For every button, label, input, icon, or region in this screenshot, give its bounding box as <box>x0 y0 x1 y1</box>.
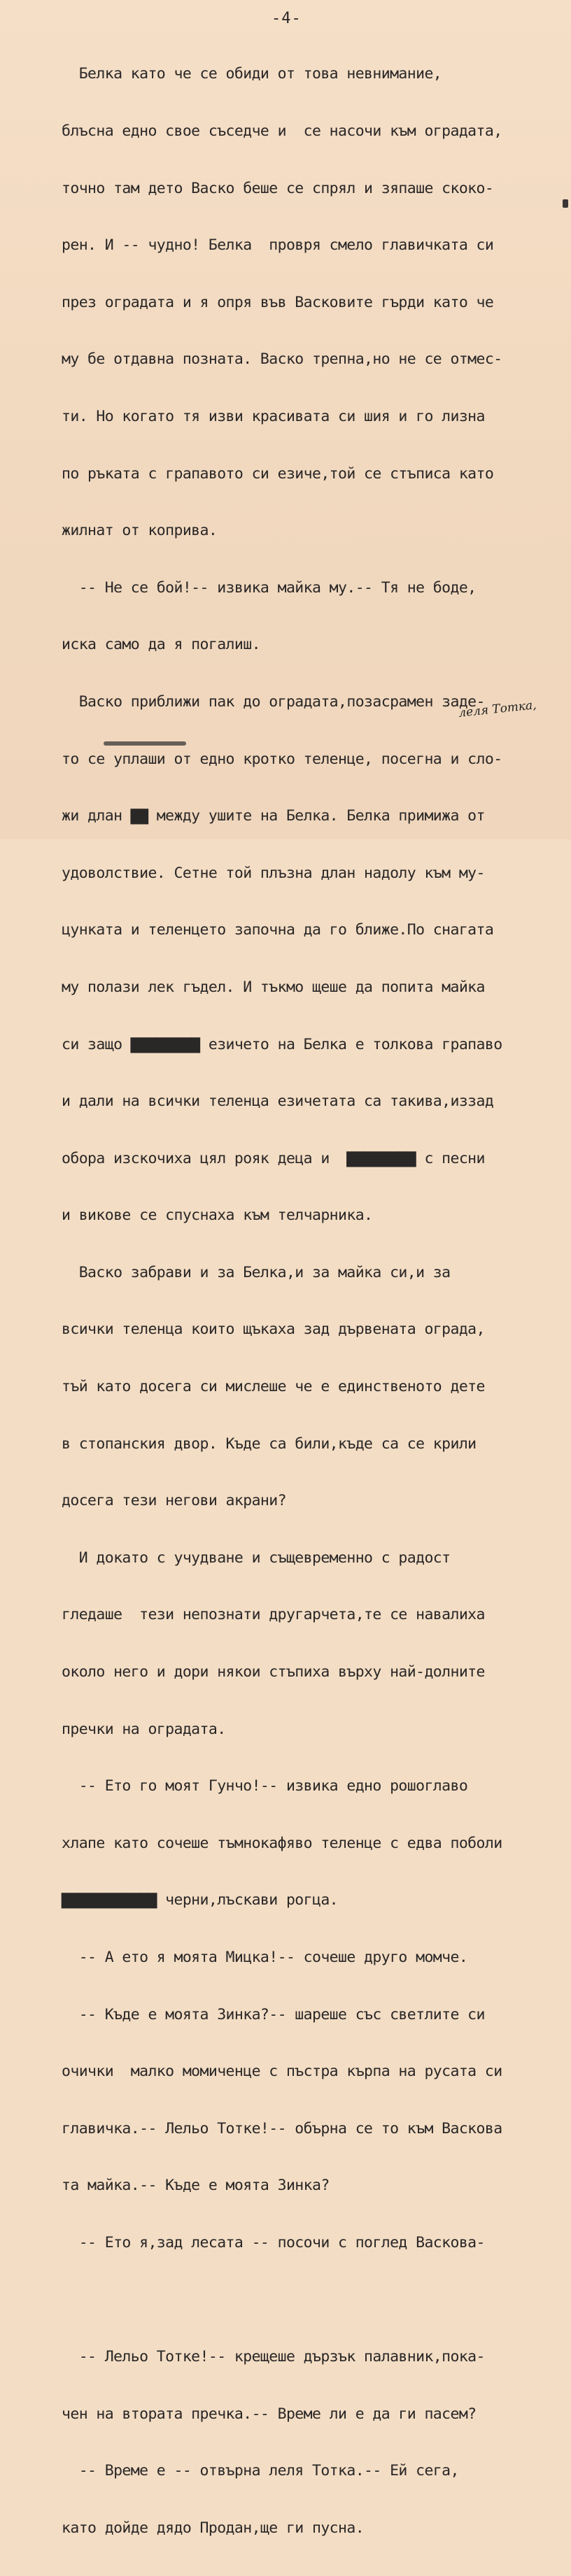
text-line: жилнат от коприва. <box>62 522 218 540</box>
text-line: му бе отдавна позната. Васко трепна,но не се отмес- <box>62 350 502 369</box>
text-line: всички теленца които щъкаха зад дървената ограда, <box>62 1321 485 1339</box>
text-line: чен на втората пречка.-- Време ли е да ги пасем? <box>62 2405 477 2423</box>
text-line: Васко забрави и за Белка,и за майка си,и за <box>62 1263 451 1281</box>
text-line: и дали на всички теленца езичетата са такива,иззад <box>62 1093 494 1111</box>
text-line: около него и дори някои стъпиха върху най-долните <box>62 1663 485 1681</box>
text-line: Васко приближи пак до оградата,позасрамен заде- <box>62 692 485 711</box>
text-line: обора изскочиха цял рояк деца и ▇▇▇▇▇▇▇▇ с песни <box>62 1149 485 1167</box>
text-line: -- Лельо Тотке!-- крещеше дързък палавник,пока- <box>62 2348 485 2366</box>
page-number: -4- <box>272 10 302 27</box>
text-line: и викове се спуснаха към телчарника. <box>62 1207 373 1225</box>
text-line: като дойде дядо Продан,ще ги пусна. <box>62 2519 365 2537</box>
text-line: та майка.-- Къде е моята Зинка? <box>62 2177 330 2195</box>
text-line: през оградата и я опря във Васковите гърди като че <box>62 293 494 311</box>
text-line: цунката и теленцето започна да го ближе.По снагата <box>62 921 494 939</box>
text-line: то се уплаши от едно кротко теленце, посегна и сло- <box>62 750 502 768</box>
text-line: -- Къде е моята Зинка?-- шареше със светлите си <box>62 2005 485 2023</box>
text-line: ▇▇▇▇▇▇▇▇▇▇▇ черни,лъскави рогца. <box>62 1891 339 1909</box>
text-line: -- Време е -- отвърна леля Тотка.-- Ей сега, <box>62 2462 459 2480</box>
text-line: в стопанския двор. Къде са били,къде са се крили <box>62 1435 477 1453</box>
text-line: досега тези негови акрани? <box>62 1492 286 1510</box>
text-line: -- Не се бой!-- извика майка му.-- Тя не боде, <box>62 578 477 597</box>
text-line: му полази лек гъдел. И тъкмо щеше да попита майка <box>62 978 485 996</box>
text-line: тъй като досега си мислеше че е единственото дете <box>62 1378 485 1396</box>
text-line: гледаше тези непознати другарчета,те се навалиха <box>62 1606 485 1624</box>
typescript-body <box>62 27 565 2576</box>
margin-ink-mark <box>563 199 568 208</box>
handwritten-correction: леля Тотка, <box>458 698 537 720</box>
text-line: очички малко момиченце с пъстра кърпа на русата си <box>62 2063 502 2081</box>
text-line: пречки на оградата. <box>62 1720 226 1738</box>
text-line: Белка като че се обиди от това невнимание, <box>62 65 442 83</box>
text-line: рен. И -- чудно! Белка провря смело главичката си <box>62 236 494 255</box>
text-line: точно там дето Васко беше се спрял и зяпаше скоко- <box>62 179 494 197</box>
text-line: си защо ▇▇▇▇▇▇▇▇ езичето на Белка е толкова грапаво <box>62 1035 502 1053</box>
strikethrough-mark <box>104 741 186 746</box>
text-line: -- А ето я моята Мицка!-- сочеше друго момче. <box>62 1949 468 1966</box>
text-line: по ръката с грапавото си езиче,той се стъписа като <box>62 464 494 483</box>
text-line: жи длан ▇▇ между ушите на Белка. Белка примижа от <box>62 807 485 825</box>
text-line: блъсна едно свое съседче и се насочи към оградата, <box>62 122 502 140</box>
text-line: главичка.-- Лельо Тотке!-- обърна се то към Васкова <box>62 2119 502 2137</box>
text-line <box>62 2291 565 2310</box>
text-line: удоволствие. Сетне той плъзна длан надолу към му- <box>62 864 485 882</box>
text-line: -- Ето я,зад лесата -- посочи с поглед Васкова- <box>62 2233 485 2251</box>
text-line: И докато с учудване и същевременно с радост <box>62 1549 451 1567</box>
text-line: ти. Но когато тя изви красивата си шия и го лизна <box>62 407 485 425</box>
text-line: хлапе като сочеше тъмнокафяво теленце с едва поболи <box>62 1834 502 1852</box>
text-line: иска само да я погалиш. <box>62 636 260 654</box>
text-line: -- Ето го моят Гунчо!-- извика едно рошоглаво <box>62 1777 468 1795</box>
